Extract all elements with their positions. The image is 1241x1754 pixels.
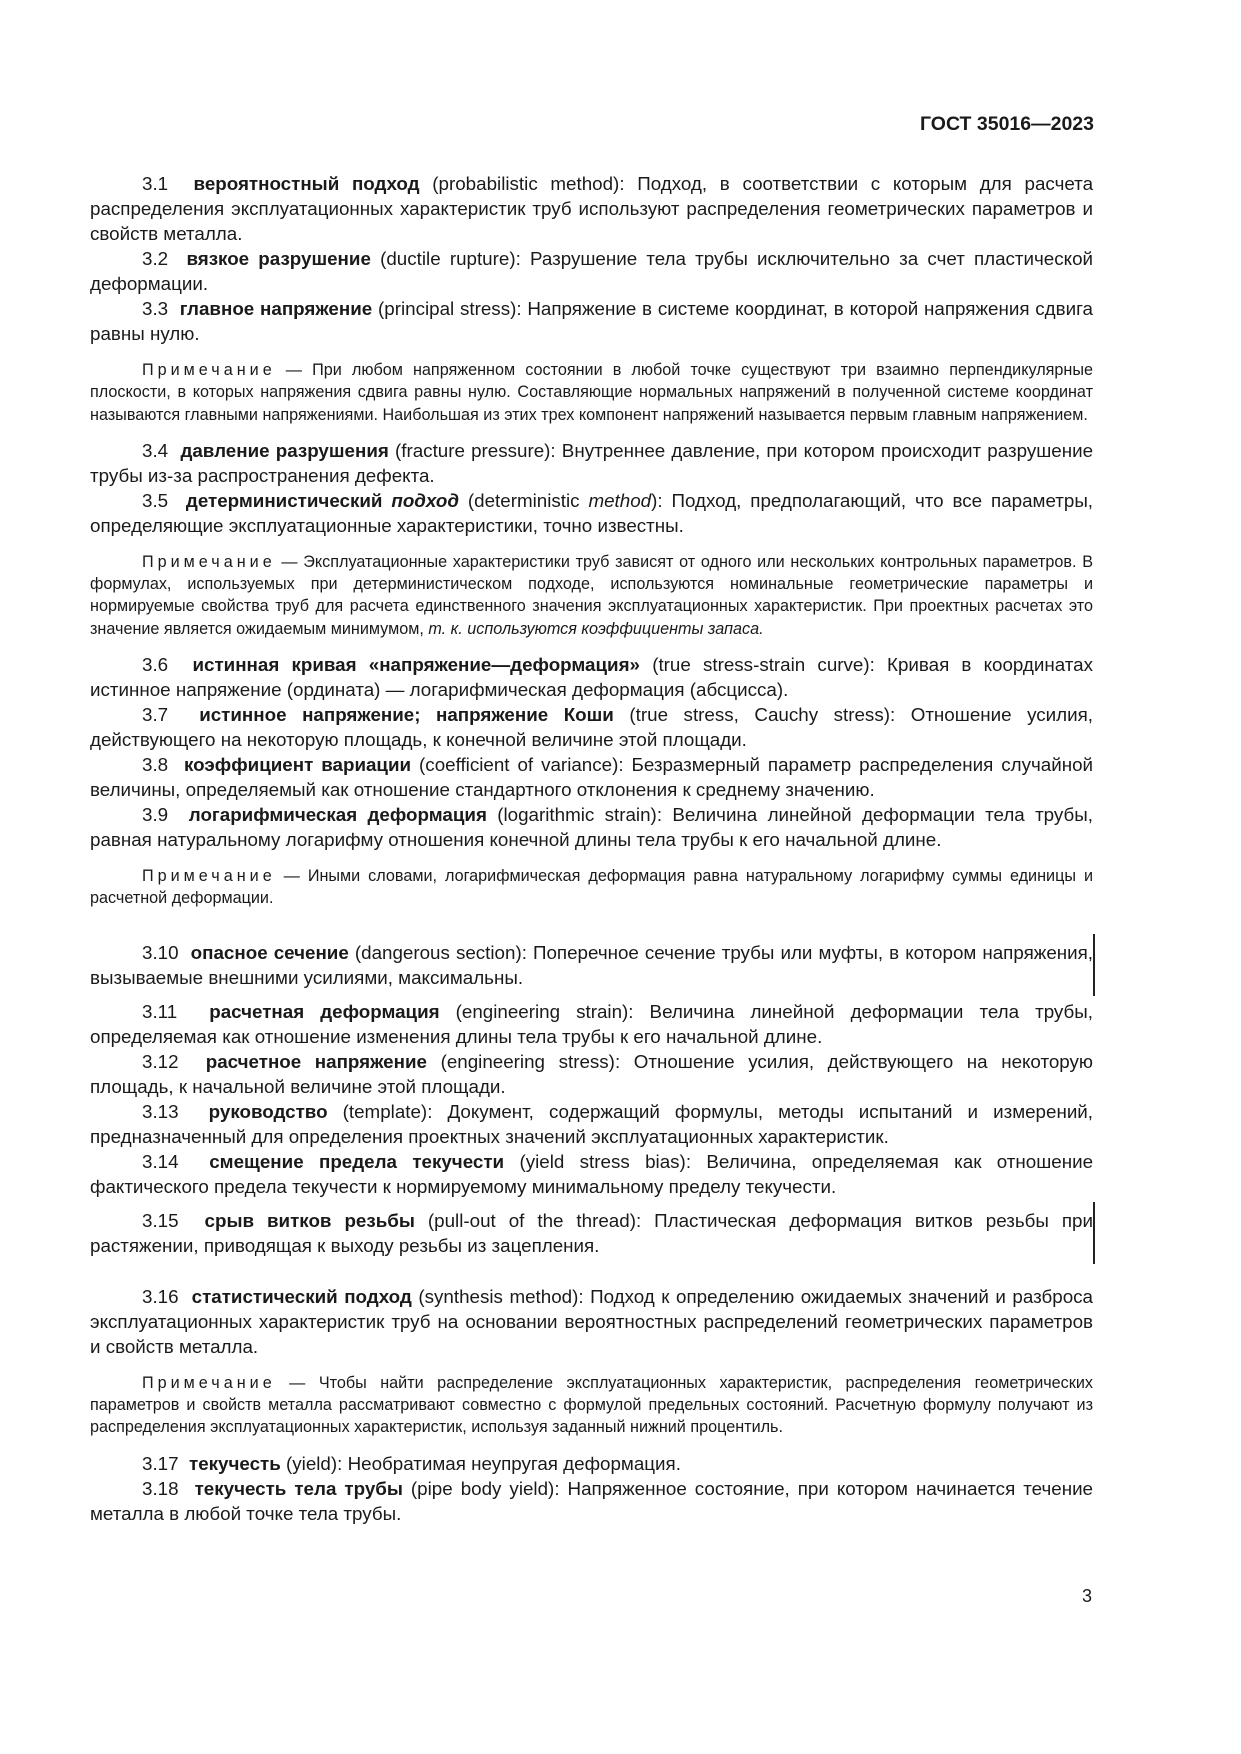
term-en: (pull-out of the thread) — [427, 1209, 636, 1231]
term-en: (ductile rupture) — [380, 248, 516, 269]
term-en: (deterministic method) — [467, 489, 658, 511]
term-en: (true stress-strain curve) — [652, 654, 870, 676]
term-3-13: 3.13 руководство (template): Документ, содержащий формулы, методы испытаний и измерений, предназначенный для определения проектных значений эксплуатационных характеристик. — [90, 1100, 1094, 1147]
term-3-17: 3.17 текучесть (yield): Необратимая неупругая деформация. — [142, 1452, 681, 1474]
term-ru: истинная кривая «напряжение—деформация» — [192, 654, 640, 676]
note-label: Примечание — [142, 1373, 276, 1392]
term-en: (engineering stress) — [440, 1050, 615, 1072]
term-def: : Необратимая неупругая деформация. — [337, 1452, 681, 1474]
document-id: ГОСТ 35016—2023 — [920, 113, 1094, 135]
term-def: : Напряжение в системе координат, в которой напряжения сдвига равны нулю. — [90, 298, 1093, 344]
changed-block-2 — [90, 1208, 1093, 1258]
note-1 — [90, 359, 1093, 426]
term-def: : Разрушение тела трубы исключительно за счет пластической деформации. — [90, 248, 1094, 294]
term-3-15: 3.15 срыв витков резьбы (pull-out of the thread): Пластическая деформация витков резьбы при растяжении, приводящая к выходу резьбы из зацепления. — [90, 1209, 1093, 1256]
term-ru: главное напряжение — [179, 298, 373, 319]
note-3 — [90, 865, 1093, 910]
term-def: : Подход, предполагающий, что все параметры, определяющие эксплуатационные характеристики, точно известны. — [90, 489, 1094, 536]
change-bar — [1093, 1202, 1095, 1264]
term-ru: расчетное напряжение — [205, 1050, 427, 1072]
note-text: — Чтобы найти распределение эксплуатационных характеристик, распределения геометрических параметров и свойств металла рассматривают совместно с формулой предельных состояний. Расчетную формулу получают из распределения эксплуатационных характеристик, используя заданный нижний процентиль. — [90, 1373, 1093, 1437]
term-ru: вязкое разрушение — [186, 248, 371, 269]
change-bar — [1093, 934, 1095, 996]
term-def: : Величина линейной деформации тела трубы, равная натуральному логарифму отношения конечной длины тела трубы к его начальной длине. — [90, 804, 1093, 851]
note-text: — При любом напряженном состоянии в любой точке существуют три взаимно перпендикулярные плоскости, в которых напряжения сдвига равны нулю. Составляющие нормальных напряжений в полученной системе координат называются главными напряжениями. Наибольшая из этих трех компонент напряжений называется первым главным напряжением. — [90, 361, 1093, 424]
term-3-8: 3.8 коэффициент вариации (coefficient of variance): Безразмерный параметр распределения случайной величины, определяемый как отношение стандартного отклонения к среднему значению. — [90, 754, 1094, 801]
term-def: : Пластическая деформация витков резьбы при растяжении, приводящая к выходу резьбы из зацепления. — [90, 1209, 1093, 1256]
term-en: (fracture pressure) — [395, 439, 551, 461]
term-en: (principal stress) — [378, 298, 517, 319]
term-ru: текучесть тела трубы — [194, 1477, 403, 1499]
term-3-3: 3.3 главное напряжение (principal stress): Напряжение в системе координат, в которой напряжения сдвига равны нулю. — [90, 298, 1093, 344]
term-def: : Величина, определяемая как отношение фактического предела текучести к нормируемому минимальному пределу текучести. — [90, 1150, 1094, 1197]
note-label: Примечание — [142, 552, 276, 571]
term-ru: истинное напряжение; напряжение Коши — [199, 704, 614, 726]
term-3-18: 3.18 текучесть тела трубы (pipe body yield): Напряженное состояние, при котором начинается течение металла в любой точке тела трубы. — [90, 1477, 1093, 1524]
term-ru: логарифмическая деформация — [188, 804, 487, 826]
term-ru: вероятностный подход — [193, 173, 420, 194]
terms-section — [90, 171, 1093, 1526]
term-en: (yield stress bias) — [519, 1150, 686, 1172]
term-en: (engineering strain) — [455, 1000, 629, 1022]
term-3-12: 3.12 расчетное напряжение (engineering stress): Отношение усилия, действующего на некоторую площадь, к начальной величине этой площади. — [90, 1050, 1094, 1097]
term-en: (template) — [342, 1100, 428, 1122]
changed-block-1 — [90, 940, 1093, 990]
term-3-7: 3.7 истинное напряжение; напряжение Коши (true stress, Cauchy stress): Отношение усилия, действующего на некоторую площадь, к конечной величине этой площади. — [90, 704, 1094, 751]
page-number: 3 — [1081, 1586, 1092, 1606]
term-en: (probabilistic method) — [432, 173, 620, 194]
term-3-2: 3.2 вязкое разрушение (ductile rupture): Разрушение тела трубы исключительно за счет пластической деформации. — [90, 248, 1094, 294]
note-text-italic: т. к. используются коэффициенты запаса. — [428, 619, 764, 638]
term-ru: расчетная деформация — [209, 1000, 440, 1022]
term-3-16: 3.16 статистический подход (synthesis method): Подход к определению ожидаемых значений и разброса эксплуатационных характеристик труб на основании вероятностных распределений геометрических параметров и свойств металла. — [90, 1285, 1093, 1357]
term-def: : Величина линейной деформации тела трубы, определяемая как отношение изменения длины тела трубы к его начальной длине. — [90, 1000, 1094, 1047]
term-ru: статистический подход — [191, 1285, 412, 1307]
term-3-4: 3.4 давление разрушения (fracture pressure): Внутреннее давление, при котором происходит разрушение трубы из-за распространения дефекта. — [90, 439, 1094, 486]
term-3-1: 3.1 вероятностный подход (probabilistic method): Подход, в соответствии с которым для расчета распределения эксплуатационных характеристик труб используют распределения геометрических параметров и свойств металла. — [90, 173, 1094, 244]
term-en: (true stress, Cauchy stress) — [629, 704, 890, 726]
term-3-5: 3.5 детерминистический подход (deterministic method): Подход, предполагающий, что все параметры, определяющие эксплуатационные характеристики, точно известны. — [90, 489, 1094, 536]
term-ru: давление разрушения — [180, 439, 389, 461]
term-en: (pipe body yield) — [410, 1477, 555, 1499]
term-ru-italic: подход — [391, 489, 459, 511]
term-def: : Подход к определению ожидаемых значений и разброса эксплуатационных характеристик труб на основании вероятностных распределений геометрических параметров и свойств металла. — [90, 1285, 1093, 1357]
term-def: : Кривая в координатах истинное напряжение (ордината) — логарифмическая деформация (абсцисса). — [90, 654, 1093, 701]
term-ru: опасное сечение — [190, 941, 349, 963]
term-def: : Отношение усилия, действующего на некоторую площадь, к конечной величине этой площади. — [90, 704, 1094, 751]
term-def: : Подход, в соответствии с которым для расчета распределения эксплуатационных характеристик труб используют распределения геометрических параметров и свойств металла. — [90, 173, 1094, 244]
term-en: (logarithmic strain) — [497, 804, 657, 826]
term-ru: срыв витков резьбы — [204, 1209, 415, 1231]
term-3-6: 3.6 истинная кривая «напряжение—деформация» (true stress-strain curve): Кривая в координатах истинное напряжение (ордината) — логарифмическая деформация (абсцисса). — [90, 654, 1093, 701]
term-ru: текучесть — [189, 1452, 281, 1474]
term-def: : Поперечное сечение трубы или муфты, в котором напряжения, вызываемые внешними усилиями, максимальны. — [90, 941, 1094, 988]
term-en: (yield) — [286, 1452, 338, 1474]
term-ru: руководство — [208, 1100, 328, 1122]
term-3-9: 3.9 логарифмическая деформация (logarithmic strain): Величина линейной деформации тела трубы, равная натуральному логарифму отношения конечной длины тела трубы к его начальной длине. — [90, 804, 1093, 851]
term-def: : Внутреннее давление, при котором происходит разрушение трубы из-за распространения дефекта. — [90, 439, 1094, 486]
term-ru: коэффициент вариации — [184, 754, 412, 776]
term-def: : Напряженное состояние, при котором начинается течение металла в любой точке тела трубы. — [90, 1477, 1093, 1524]
term-def: : Отношение усилия, действующего на некоторую площадь, к начальной величине этой площади. — [90, 1050, 1094, 1097]
term-3-10: 3.10 опасное сечение (dangerous section): Поперечное сечение трубы или муфты, в котором напряжения, вызываемые внешними усилиями, максимальны. — [90, 941, 1094, 988]
note-text: — Эксплуатационные характеристики труб зависят от одного или нескольких контрольных параметров. В формулах, используемых при детерминистическом подходе, используются номинальные геометрические параметры и нормируемые свойства труб для расчета единственного значения эксплуатационных характеристик. При проектных расчетах это значение является ожидаемым минимумом, — [90, 552, 1093, 638]
term-def: : Безразмерный параметр распределения случайной величины, определяемый как отношение стандартного отклонения к среднему значению. — [90, 754, 1094, 801]
term-def: : Документ, содержащий формулы, методы испытаний и измерений, предназначенный для определения проектных значений эксплуатационных характеристик. — [90, 1100, 1094, 1147]
term-ru: смещение предела текучести — [209, 1150, 505, 1172]
note-label: Примечание — [142, 361, 276, 379]
note-label: Примечание — [142, 867, 276, 886]
term-en: (dangerous section) — [354, 941, 522, 963]
term-ru: детерминистический — [185, 489, 383, 511]
term-en: (coefficient of variance) — [419, 754, 619, 776]
term-3-14: 3.14 смещение предела текучести (yield stress bias): Величина, определяемая как отношение фактического предела текучести к нормируемому минимальному пределу текучести. — [90, 1150, 1094, 1197]
term-en: (synthesis method) — [418, 1285, 579, 1307]
note-4 — [90, 1372, 1093, 1439]
term-3-11: 3.11 расчетная деформация (engineering strain): Величина линейной деформации тела трубы, определяемая как отношение изменения длины тела трубы к его начальной длине. — [90, 1000, 1094, 1047]
note-text: — Иными словами, логарифмическая деформация равна натуральному логарифму суммы единицы и расчетной деформации. — [90, 867, 1093, 908]
note-2 — [90, 551, 1093, 640]
